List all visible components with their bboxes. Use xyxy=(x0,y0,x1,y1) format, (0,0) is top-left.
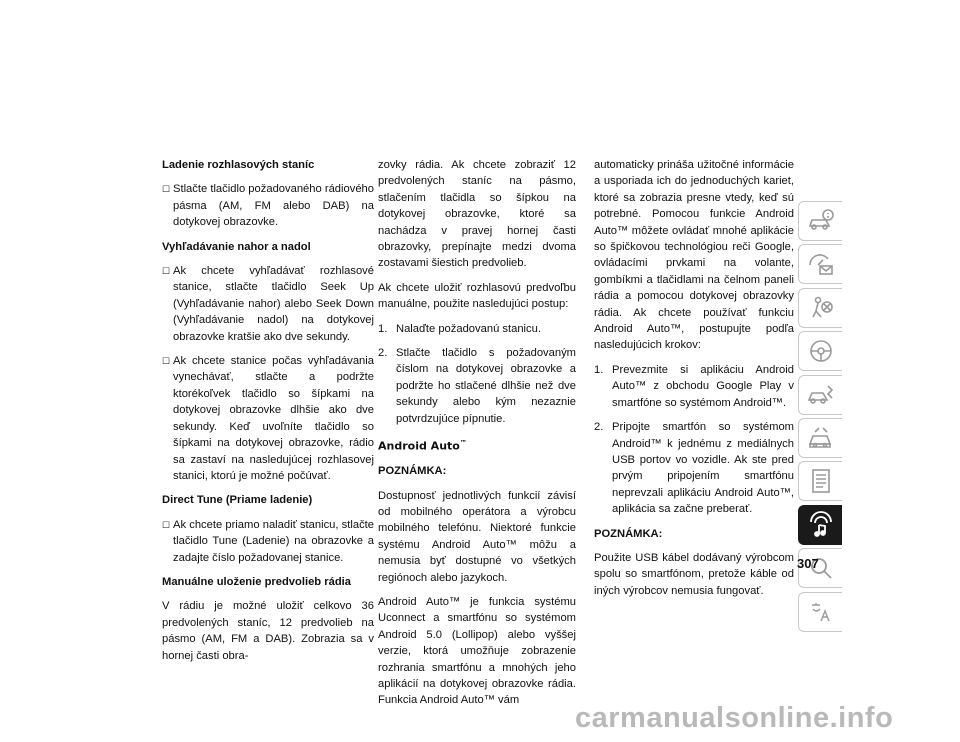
note-text: Použite USB kábel dodávaný výrobcom spolu so smartfónom, pretože káble od iných výrobcov nemusia fungovať. xyxy=(594,551,794,597)
airbag-safety-icon xyxy=(806,293,836,323)
tab-service[interactable] xyxy=(798,418,842,458)
heading-seek: Vyhľadávanie nahor a nadol xyxy=(162,240,311,253)
heading-manual-presets: Manuálne uloženie predvolieb rádia xyxy=(162,575,351,588)
paragraph: Android Auto™ je funkcia systému Uconnect a smartfónu so systémom Android 5.0 (Lollipop) alebo vyššej verzie, ktorá umožňuje zobrazenie rozhrania smartfónu a mnohých jeho aplikácií na dotykovej obrazovke rádia. Funkcia Android Auto™ vám xyxy=(378,596,576,707)
paragraph: Ak chcete uložiť rozhlasovú predvoľbu manuálne, použite nasledujúci postup: xyxy=(378,281,576,311)
tab-emergency[interactable] xyxy=(798,375,842,415)
tab-dashboard[interactable] xyxy=(798,244,842,284)
tab-driving[interactable] xyxy=(798,331,842,371)
steering-wheel-icon xyxy=(806,336,836,366)
car-crash-icon xyxy=(806,380,836,410)
column-middle xyxy=(378,157,576,717)
tab-multimedia[interactable] xyxy=(798,505,842,545)
list-item: ☐ Ak chcete vyhľadávať rozhlasové stanice, stlačte tlačidlo Seek Up (Vyhľadávanie nahor) alebo Seek Down (Vyhľadávanie nadol) na dotykovej obrazovke kratšie ako dve sekundy. xyxy=(162,263,374,345)
note-text: Dostupnosť jednotlivých funkcií závisí od mobilného operátora a výrobcu mobilného telefónu. Niektoré funkcie systému Android Auto™ môžu a nemusia byť dostupné vo všetkých regiónoch alebo jazykoch. xyxy=(378,489,576,584)
tab-specifications[interactable] xyxy=(798,461,842,501)
watermark: carmanualsonline.info xyxy=(575,702,894,734)
list-item: 2. Stlačte tlačidlo s požadovaným číslom na dotykovej obrazovke a podržte ho stlačené dlhšie než dve sekundy alebo kým nezaznie potvrdzujúce pípnutie. xyxy=(378,347,576,425)
paragraph: automaticky prináša užitočné informácie a usporiada ich do jednoduchých kariet, ktoré sa zobrazia presne vtedy, keď sú potrebné. Pomocou funkcie Android Auto™ môžete ovládať mnohé aplikácie so špičkovou technológiou reči Google, ovládacími prvkami na volante, gombíkmi a tlačidlami na čelnom paneli rádia a pomocou dotykovej obrazovky rádia. Ak chcete používať funkciu Android Auto™, postupujte podľa nasledujúcich krokov: xyxy=(594,159,794,352)
bullet-square-icon: ☐ xyxy=(162,356,171,367)
note-label: POZNÁMKA: xyxy=(378,465,447,478)
list-item: 1. Prevezmite si aplikáciu Android Auto™ z obchodu Google Play v smartfóne so systémom Android™. xyxy=(594,363,794,409)
bullet-square-icon: ☐ xyxy=(162,184,171,195)
list-item: ☐ Stlačte tlačidlo požadovaného rádiového pásma (AM, FM alebo DAB) na dotykovej obrazovke. xyxy=(162,181,374,230)
heading-radio-tuning: Ladenie rozhlasových staníc xyxy=(162,159,315,171)
heading-android-auto: Android Auto™ xyxy=(378,439,467,453)
tab-safety[interactable] xyxy=(798,288,842,328)
note-label: POZNÁMKA: xyxy=(594,527,663,540)
column-right xyxy=(594,157,794,607)
multimedia-note-icon xyxy=(806,510,836,540)
car-info-icon xyxy=(806,206,836,236)
tab-languages[interactable] xyxy=(798,592,842,632)
list-item: 1. Nalaďte požadovanú stanicu. xyxy=(378,322,541,335)
page-number: 307 xyxy=(797,556,819,571)
car-service-icon xyxy=(806,423,836,453)
dashboard-mail-icon xyxy=(806,249,836,279)
list-item: 2. Pripojte smartfón so systémom Android™ k jednému z mediálnych USB portov vo vozidle. Ak ste pred prvým pripojením smartfónu neprevzali aplikáciu Android Auto™, aplikácia sa začne preberať. xyxy=(594,421,794,516)
list-item: ☐ Ak chcete priamo naladiť stanicu, stlačte tlačidlo Tune (Ladenie) na obrazovke a zadajte číslo požadovanej stanice. xyxy=(162,517,374,566)
checklist-icon xyxy=(806,466,836,496)
list-item: ☐ Ak chcete stanice počas vyhľadávania vynechávať, stlačte a podržte ktorékoľvek tlačidlo so šípkami na dotykovej obrazovke dlhšie ako dve sekundy. Keď uvoľníte tlačidlo so šípkami na dotykovej obrazovke, rádio sa zastaví na nasledujúcej rozhlasovej stanici, ktorú je možné počúvať. xyxy=(162,353,374,484)
paragraph: zovky rádia. Ak chcete zobraziť 12 predvolených staníc na pásmo, stlačením tlačidla so šípkou na dotykovej obrazovke, ktoré sa nachádza v pravej hornej časti obrazovky, prepínajte medzi dvoma zostavami šiestich predvolieb. xyxy=(378,159,576,270)
tab-car-info[interactable] xyxy=(798,201,842,241)
column-left xyxy=(162,157,374,672)
bullet-square-icon: ☐ xyxy=(162,519,171,530)
paragraph: V rádiu je možné uložiť celkovo 36 predvolených staníc, 12 predvolieb na pásmo (AM, FM a DAB). Zobrazia sa v hornej časti obra- xyxy=(162,600,374,662)
language-index-icon xyxy=(806,597,836,627)
bullet-square-icon: ☐ xyxy=(162,266,171,277)
heading-direct-tune: Direct Tune (Priame ladenie) xyxy=(162,494,313,507)
